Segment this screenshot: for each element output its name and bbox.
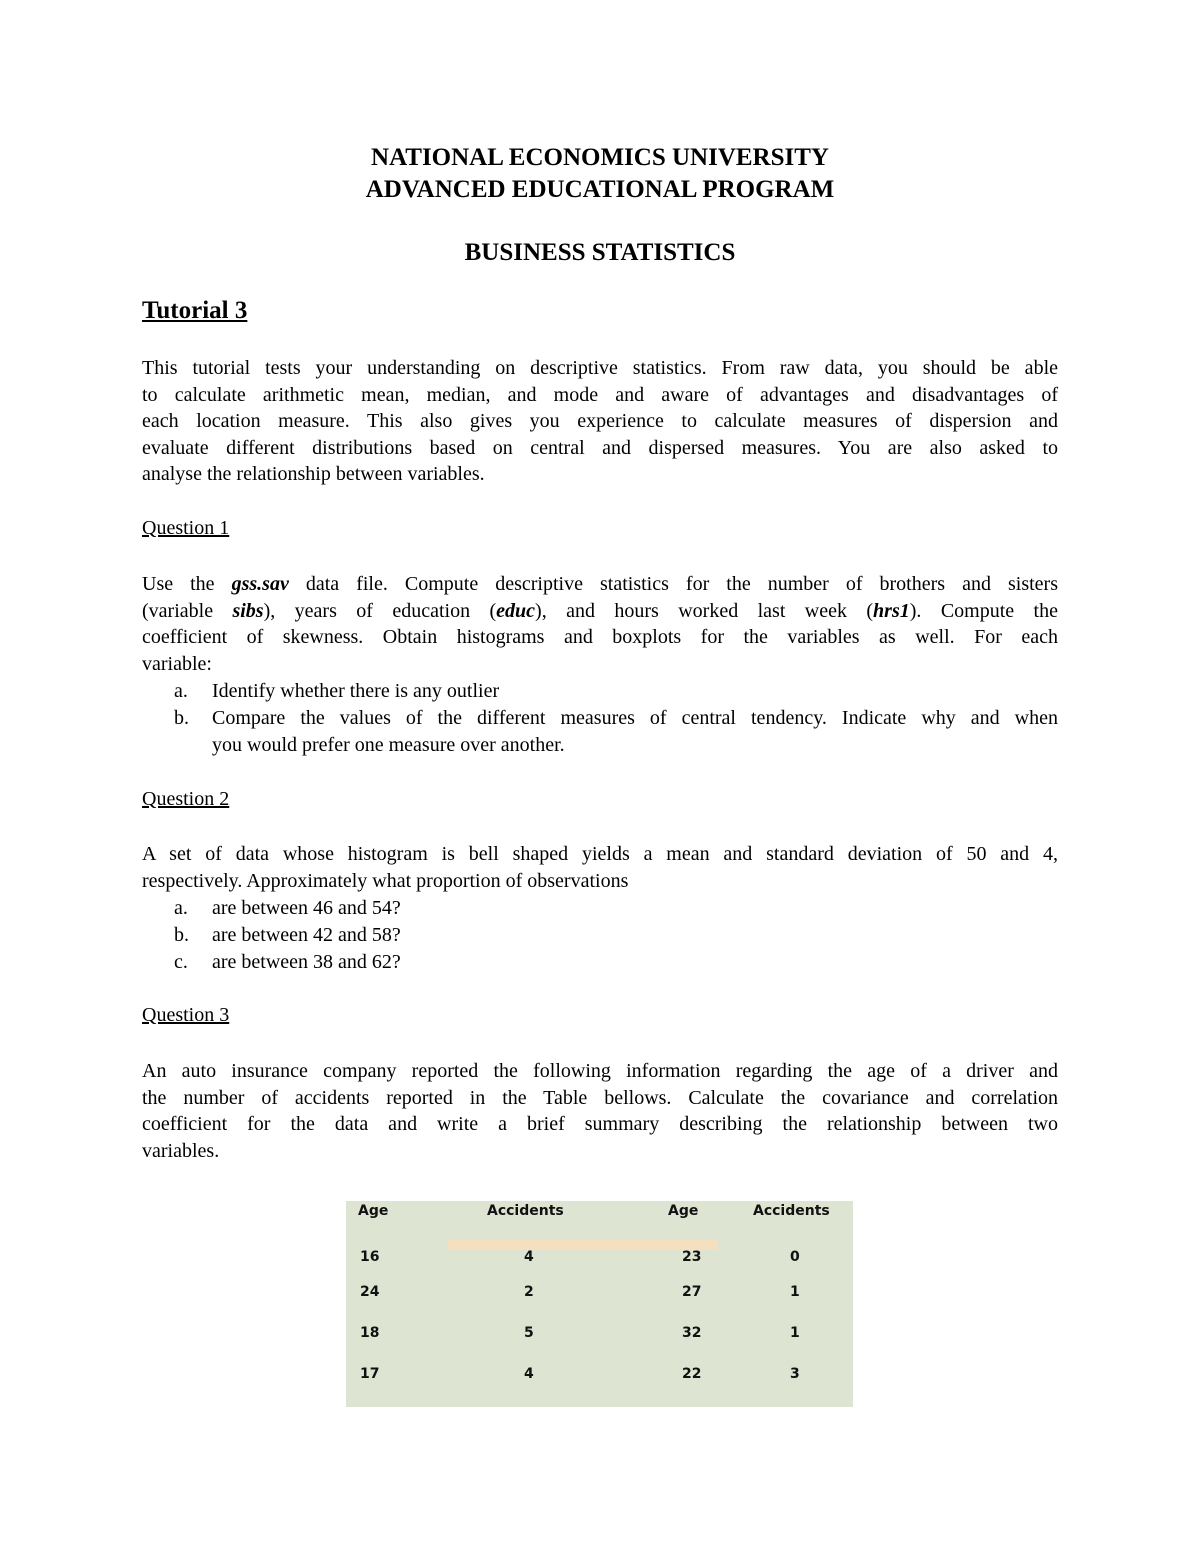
table-cell: 5: [524, 1325, 534, 1341]
question-2-heading: Question 2: [142, 788, 230, 810]
variable-sibs: sibs: [232, 599, 264, 622]
variable-hrs1: hrs1: [873, 599, 910, 622]
q2-line: respectively. Approximately what proportion of observations: [142, 869, 629, 892]
question-2-body: [142, 841, 1058, 894]
q1-line: Use the gss.sav data file. Compute descriptive statistics for the number of brothers and sisters: [142, 573, 1058, 595]
intro-line: This tutorial tests your understanding on descriptive statistics. From raw data, you should be able: [142, 357, 1058, 379]
q3-line: An auto insurance company reported the following information regarding the age of a driver and: [142, 1060, 1058, 1082]
question-3-heading: Question 3: [142, 1004, 230, 1026]
intro-line: analyse the relationship between variables.: [142, 463, 485, 486]
list-item-text: Identify whether there is any outlier: [212, 680, 500, 702]
table-cell: 27: [682, 1284, 702, 1300]
table-header-cell: Accidents: [487, 1203, 564, 1219]
q1-line: coefficient of skewness. Obtain histograms and boxplots for the variables as well. For each: [142, 626, 1058, 649]
accidents-table: [346, 1201, 853, 1407]
list-item-text: are between 46 and 54?: [212, 897, 401, 919]
table-header-cell: Age: [668, 1203, 699, 1219]
table-cell: 32: [682, 1325, 702, 1341]
table-cell: 23: [682, 1249, 702, 1265]
table-header-cell: Accidents: [753, 1203, 830, 1219]
list-item-text: are between 42 and 58?: [212, 924, 401, 946]
university-name: NATIONAL ECONOMICS UNIVERSITY: [371, 144, 829, 171]
intro-line: evaluate different distributions based on central and dispersed measures. You are also asked to: [142, 436, 1058, 459]
course-title: BUSINESS STATISTICS: [464, 239, 736, 266]
variable-educ: educ: [496, 599, 536, 622]
table-cell: 3: [790, 1366, 800, 1382]
table-cell: 1: [790, 1284, 800, 1300]
q1-item-b-text: [212, 705, 1058, 758]
list-marker: a.: [174, 680, 188, 702]
intro-paragraph: [142, 355, 1058, 488]
list-marker: b.: [174, 707, 189, 729]
intro-line: each location measure. This also gives you experience to calculate measures of dispersion and: [142, 410, 1058, 433]
q1-line: variable:: [142, 652, 212, 675]
highlight-bar: [448, 1239, 717, 1250]
q3-line: variables.: [142, 1139, 220, 1162]
table-cell: 17: [360, 1366, 380, 1382]
q1-line: (variable sibs), years of education (educ), and hours worked last week (hrs1). Compute the: [142, 599, 1058, 622]
list-item-text: are between 38 and 62?: [212, 951, 401, 973]
table-cell: 22: [682, 1366, 702, 1382]
q2-line: A set of data whose histogram is bell shaped yields a mean and standard deviation of 50 and 4,: [142, 843, 1058, 865]
question-1-heading: Question 1: [142, 517, 230, 539]
intro-line: to calculate arithmetic mean, median, and mode and aware of advantages and disadvantages of: [142, 383, 1058, 406]
data-file-name: gss.sav: [231, 573, 289, 595]
list-marker: b.: [174, 924, 189, 946]
table-cell: 2: [524, 1284, 534, 1300]
question-3-body: [142, 1058, 1058, 1164]
table-cell: 16: [360, 1249, 380, 1265]
list-item-text: you would prefer one measure over another.: [212, 733, 565, 756]
question-1-body: [142, 571, 1058, 677]
table-cell: 18: [360, 1325, 380, 1341]
table-cell: 4: [524, 1249, 534, 1265]
q3-line: the number of accidents reported in the Table bellows. Calculate the covariance and correlation: [142, 1086, 1058, 1109]
list-marker: a.: [174, 897, 188, 919]
table-cell: 1: [790, 1325, 800, 1341]
table-cell: 4: [524, 1366, 534, 1382]
program-name: ADVANCED EDUCATIONAL PROGRAM: [365, 176, 835, 203]
table-cell: 0: [790, 1249, 800, 1265]
q3-line: coefficient for the data and write a brief summary describing the relationship between two: [142, 1113, 1058, 1136]
table-cell: 24: [360, 1284, 380, 1300]
list-item-text: Compare the values of the different measures of central tendency. Indicate why and when: [212, 707, 1058, 729]
list-marker: c.: [174, 951, 188, 973]
table-header-cell: Age: [358, 1203, 389, 1219]
tutorial-title: Tutorial 3: [142, 297, 248, 324]
